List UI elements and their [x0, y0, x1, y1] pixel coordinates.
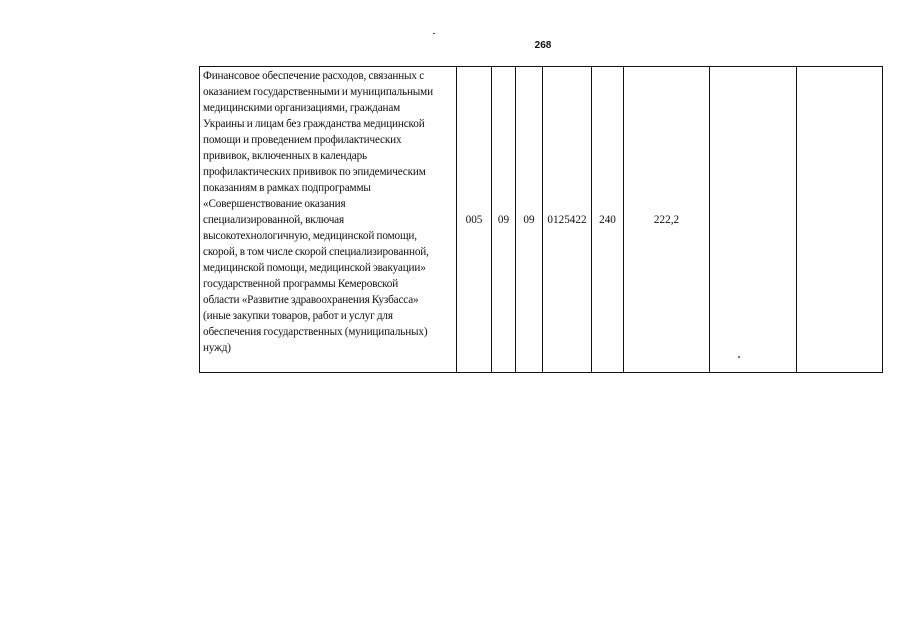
description-line: «Совершенствование оказания [203, 198, 346, 210]
description-line: нужд) [203, 342, 231, 354]
description-line: медицинской помощи, медицинской эвакуации» [203, 262, 426, 274]
amount-cell-1: 222,2 [624, 67, 710, 373]
amount-cell-2 [710, 67, 797, 373]
description-line: (иные закупки товаров, работ и услуг для [203, 310, 393, 322]
description-line: высокотехнологичную, медицинской помощи, [203, 230, 417, 242]
table-row [200, 67, 883, 373]
expense-description-cell [200, 67, 457, 373]
description-line: профилактических прививок по эпидемическим [203, 166, 426, 178]
description-line: Украины и лицам без гражданства медицинской [203, 118, 425, 130]
description-line: специализированной, включая [203, 214, 344, 226]
scan-speck [433, 33, 435, 34]
description-line: Финансовое обеспечение расходов, связанных с [203, 70, 425, 82]
description-line: оказанием государственными и муниципальными [203, 86, 433, 98]
description-line: области «Развитие здравоохранения Кузбасса» [203, 294, 419, 306]
description-line: государственной программы Кемеровской [203, 278, 399, 290]
section-cell: 09 [492, 67, 516, 373]
description-line: прививок, включенных в календарь [203, 150, 367, 162]
description-line: скорой, в том числе скорой специализированной, [203, 246, 429, 258]
ministry-code-cell: 005 [457, 67, 492, 373]
expense-type-cell: 240 [592, 67, 624, 373]
page-number: 268 [534, 40, 552, 51]
amount-cell-3 [797, 67, 883, 373]
target-article-cell: 0125422 [543, 67, 592, 373]
description-line: обеспечения государственных (муниципальных) [203, 326, 428, 338]
description-line: показаниям в рамках подпрограммы [203, 182, 371, 194]
budget-table [199, 66, 883, 373]
description-line: помощи и проведением профилактических [203, 134, 402, 146]
subsection-cell: 09 [516, 67, 543, 373]
description-line: медицинскими организациями, гражданам [203, 102, 401, 114]
